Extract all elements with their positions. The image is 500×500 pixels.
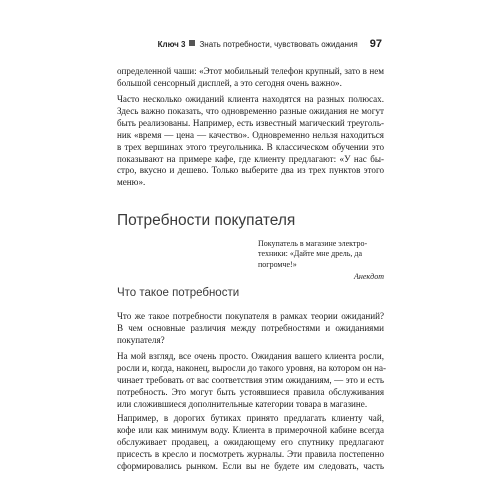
text-line: В чем основные различия между потребностями и ожиданиями (117, 322, 384, 333)
text-line: присесть в кресло и посмотреть журналы. Эти правила постепенно (117, 448, 384, 459)
text-line: меню». (117, 177, 146, 188)
paragraph-4 (117, 351, 387, 411)
text-line: или сложившиеся дополнительные категории товара в магазине. (117, 398, 368, 409)
text-line: обслуживает продавец, а ожидающему его спутнику предлагают (117, 436, 384, 447)
separator-square-icon (189, 40, 195, 46)
epigraph (258, 239, 384, 270)
text-line: На мой взгляд, все очень просто. Ожидания вашего клиента росли, (117, 351, 384, 361)
epigraph-source: Анекдот (354, 272, 384, 281)
text-line: Здесь важно показать, что одновременно разные ожидания не могут (117, 105, 384, 116)
subsection-heading: Что такое потребности (117, 287, 240, 299)
text-line: Что же такое потребности покупателя в рамках теории ожиданий? (117, 311, 384, 321)
text-line: в трех вершинах этого треугольника. В классическом обучении это (117, 141, 384, 152)
text-line: ник «время — цена — качество». Одновременно нельзя находиться (117, 129, 384, 140)
chapter-title: Знать потребности, чувствовать ожидания (199, 40, 358, 49)
text-line: кофе или как минимум воду. Клиента в примерочной кабине всегда (117, 424, 384, 435)
running-head (120, 38, 382, 54)
text-line: сформировались рынком. Если вы не будете им следовать, часть (117, 460, 384, 471)
text-line: чинает требовать от вас соответствия этим ожиданиям, — это и есть (117, 374, 384, 385)
epigraph-line: погромче!» (258, 259, 297, 269)
text-line: определенной чаши: «Этот мобильный телефон крупный, зато в нем (117, 66, 384, 76)
paragraph-3 (117, 311, 384, 347)
text-line: росли и, когда, наконец, выросли до такого уровня, на котором он на- (117, 362, 387, 373)
text-line: Например, в дорогих бутиках принято предлагать клиенту чай, (117, 413, 384, 423)
paragraph-5 (117, 413, 384, 473)
section-heading: Потребности покупателя (117, 212, 296, 229)
epigraph-line: Покупатель в магазине электро- (258, 239, 368, 248)
text-line: быть реализованы. Например, есть известный магический треуголь- (117, 117, 384, 128)
text-line: потребность. Это могут быть устоявшиеся правила обслуживания (117, 386, 384, 397)
epigraph-line: техники: «Дайте мне дрель, да (258, 249, 363, 259)
text-line: стро, вкусно и дешево. Только выберите два из трех пунктов этого (117, 165, 384, 176)
paragraph-1 (117, 66, 384, 90)
text-line: показывают на примере кафе, где клиенту предлагают: «У нас бы- (117, 153, 384, 164)
chapter-key: Ключ 3 (157, 40, 186, 49)
text-line: Часто несколько ожиданий клиента находятся на разных полюсах. (117, 94, 384, 104)
text-line: большой сенсорный дисплей, а это сегодня очень важно». (117, 77, 342, 88)
text-line: покупателя? (117, 334, 165, 345)
paragraph-2 (117, 94, 384, 189)
page-number: 97 (369, 38, 382, 50)
